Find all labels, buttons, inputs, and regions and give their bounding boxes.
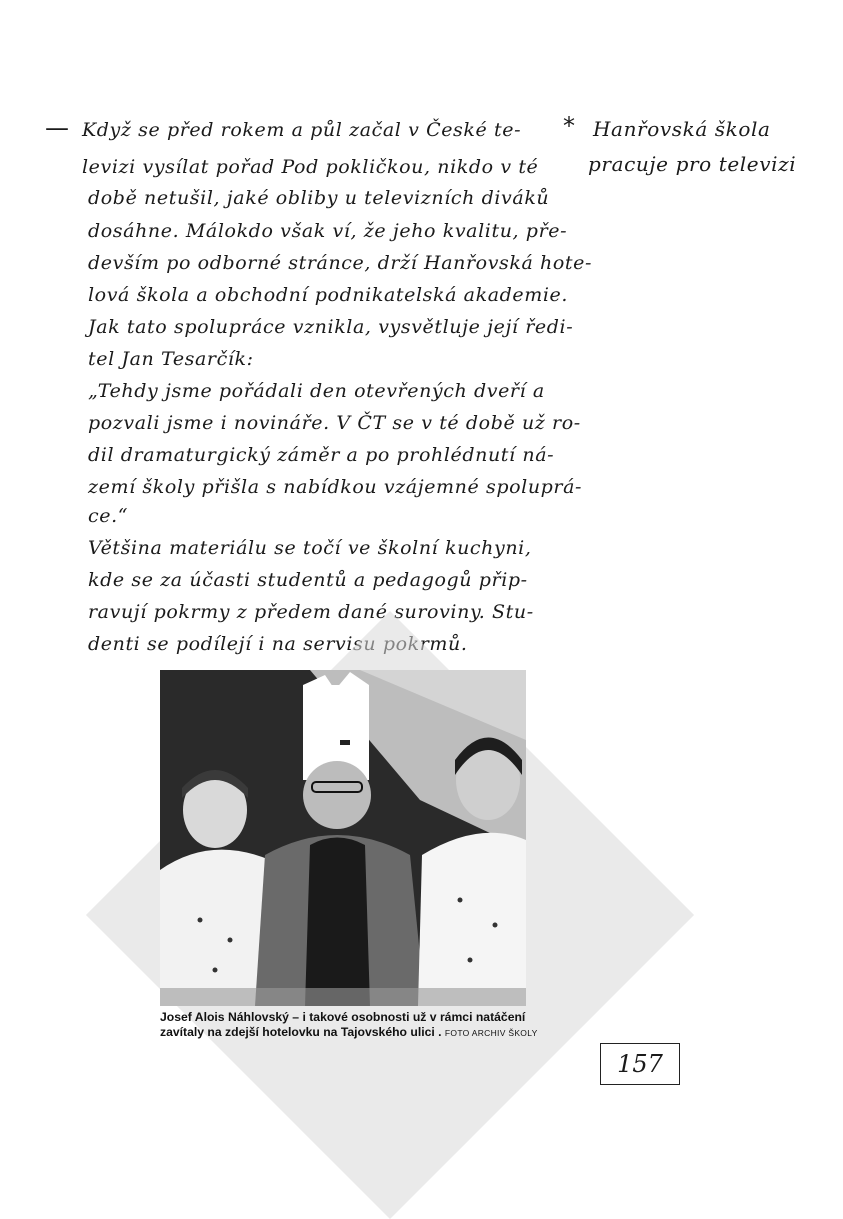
text-line: levizi vysílat pořad Pod pokličkou, nikdo v té [82, 156, 539, 178]
margin-note-line: Hanřovská škola [593, 117, 771, 141]
caption-line: Josef Alois Náhlovský – i takové osobnosti už v rámci natáčení [160, 1010, 526, 1024]
text-line: kde se za účasti studentů a pedagogů přip- [88, 569, 528, 591]
asterisk-marker: * [563, 112, 575, 140]
text-line: lová škola a obchodní podnikatelská akademie. [88, 284, 569, 306]
text-line: ravují pokrmy z předem dané suroviny. Stu- [88, 601, 534, 623]
text-line: dosáhne. Málokdo však ví, že jeho kvalitu, pře- [88, 220, 568, 242]
text-line: dil dramaturgický záměr a po prohlédnutí ná- [88, 444, 555, 466]
text-line: Většina materiálu se točí ve školní kuchyni, [88, 537, 532, 559]
newspaper-photo [160, 670, 526, 1006]
text-line: Když se před rokem a půl začal v České te- [82, 119, 522, 141]
margin-note-line: pracuje pro televizi [588, 152, 797, 176]
chef-group-illustration [160, 670, 526, 1006]
text-line: tel Jan Tesarčík: [88, 348, 254, 370]
caption-line-2 [160, 1025, 538, 1041]
text-line: době netušil, jaké obliby u televizních diváků [88, 187, 550, 209]
caption-text: zavítaly na zdejší hotelovku na Tajovského ulici . [160, 1025, 442, 1039]
dash-marker: — [45, 114, 69, 142]
text-line: zemí školy přišla s nabídkou vzájemné spoluprá- [88, 476, 583, 498]
text-line: „Tehdy jsme pořádali den otevřených dveří a [88, 380, 545, 402]
text-line: devším po odborné stránce, drží Hanřovská hote- [88, 252, 593, 274]
text-line: ce.“ [88, 505, 129, 527]
page-number: 157 [600, 1043, 680, 1085]
photo-caption [160, 1010, 538, 1041]
text-line: pozvali jsme i novináře. V ČT se v té době už ro- [88, 412, 581, 434]
photo-credit: FOTO ARCHIV ŠKOLY [444, 1028, 538, 1038]
text-line: denti se podílejí i na servisu pokrmů. [88, 633, 468, 655]
text-line: Jak tato spolupráce vznikla, vysvětluje její ředi- [88, 316, 574, 338]
